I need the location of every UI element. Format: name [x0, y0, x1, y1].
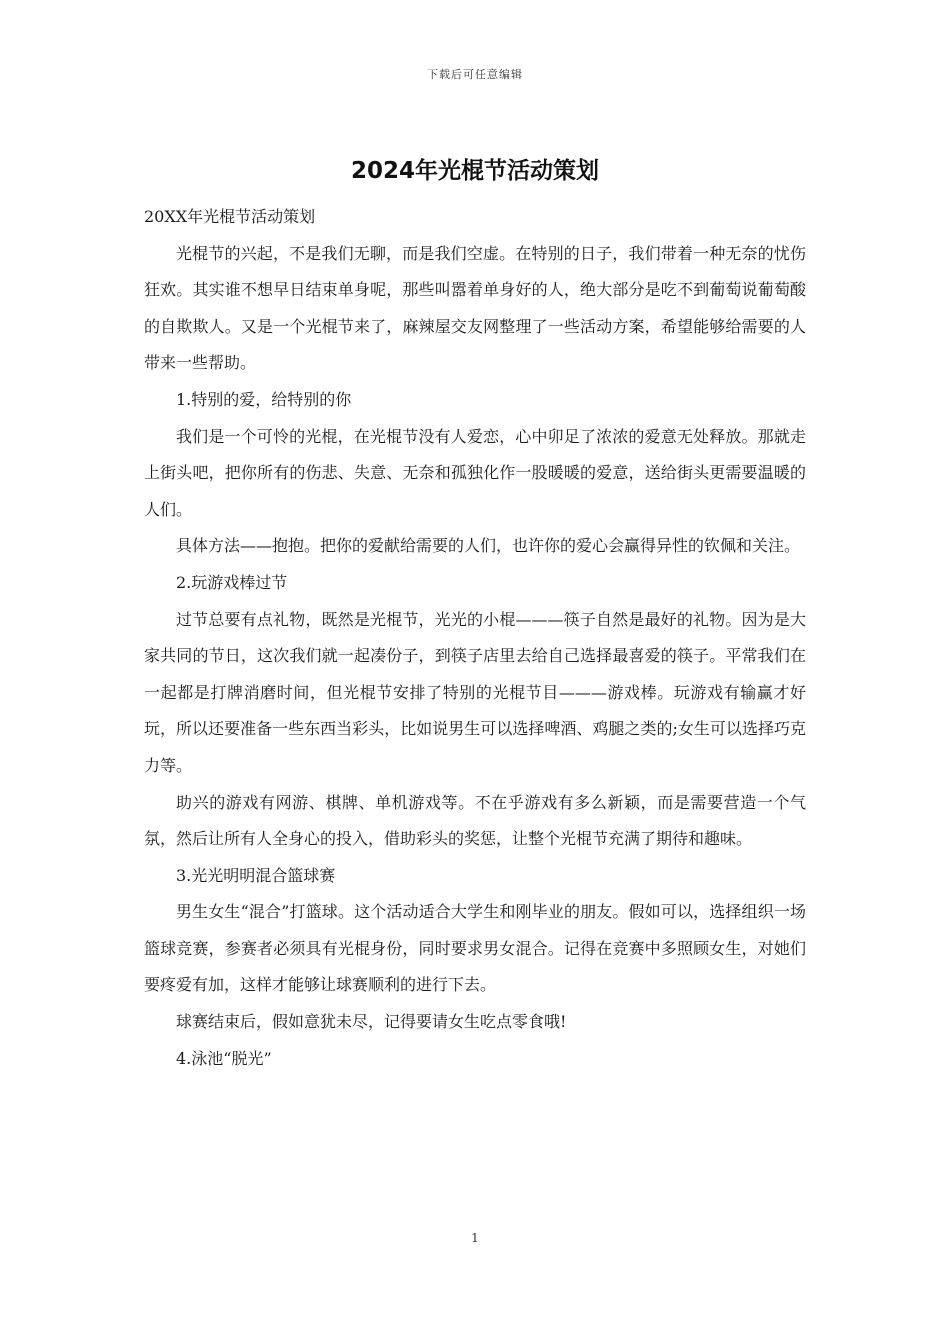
section-heading-3: 3.光光明明混合篮球赛 [176, 865, 336, 885]
paragraph: 助兴的游戏有网游、棋牌、单机游戏等。不在乎游戏有多么新颖，而是需要营造一个气氛，然后让所有人全身心的投入，借助彩头的奖惩，让整个光棍节充满了期待和趣味。 [144, 792, 806, 849]
paragraph: 我们是一个可怜的光棍，在光棍节没有人爱恋，心中卯足了浓浓的爱意无处释放。那就走上街头吧，把你所有的伤悲、失意、无奈和孤独化作一股暖暖的爱意，送给街头更需要温暖的人们。 [144, 426, 806, 519]
section-heading-2: 2.玩游戏棒过节 [176, 572, 288, 592]
paragraph: 具体方法——抱抱。把你的爱献给需要的人们，也许你的爱心会赢得异性的钦佩和关注。 [176, 536, 801, 556]
section-heading-4: 4.泳池“脱光” [176, 1048, 272, 1068]
paragraph-intro: 光棍节的兴起，不是我们无聊，而是我们空虚。在特别的日子，我们带着一种无奈的忧伤狂欢。其实谁不想早日结束单身呢，那些叫嚣着单身好的人，绝大部分是吃不到葡萄说葡萄酸的自欺欺人。又是一个光棍节来了，麻辣屋交友网整理了一些活动方案，希望能够给需要的人带来一些帮助。 [144, 243, 806, 373]
document-title: 2024年光棍节活动策划 [350, 158, 599, 184]
header-note: 下载后可任意编辑 [427, 68, 523, 81]
page-number: 1 [471, 1231, 479, 1245]
paragraph-subtitle: 20XX年光棍节活动策划 [144, 207, 316, 226]
section-heading-1: 1.特别的爱，给特别的你 [176, 389, 352, 409]
paragraph: 男生女生“混合”打篮球。这个活动适合大学生和刚毕业的朋友。假如可以，选择组织一场篮球竞赛，参赛者必须具有光棍身份，同时要求男女混合。记得在竞赛中多照顾女生，对她们要疼爱有加，这样才能够让球赛顺利的进行下去。 [144, 902, 806, 995]
paragraph: 过节总要有点礼物，既然是光棍节，光光的小棍———筷子自然是最好的礼物。因为是大家共同的节日，这次我们就一起凑份子，到筷子店里去给自己选择最喜爱的筷子。平常我们在一起都是打牌消磨时间，但光棍节安排了特别的光棍节目———游戏棒。玩游戏有输赢才好玩，所以还要准备一些东西当彩头，比如说男生可以选择啤酒、鸡腿之类的;女生可以选择巧克力等。 [144, 609, 806, 775]
document-body [144, 199, 806, 1077]
paragraph: 球赛结束后，假如意犹未尽，记得要请女生吃点零食哦! [176, 1012, 567, 1032]
